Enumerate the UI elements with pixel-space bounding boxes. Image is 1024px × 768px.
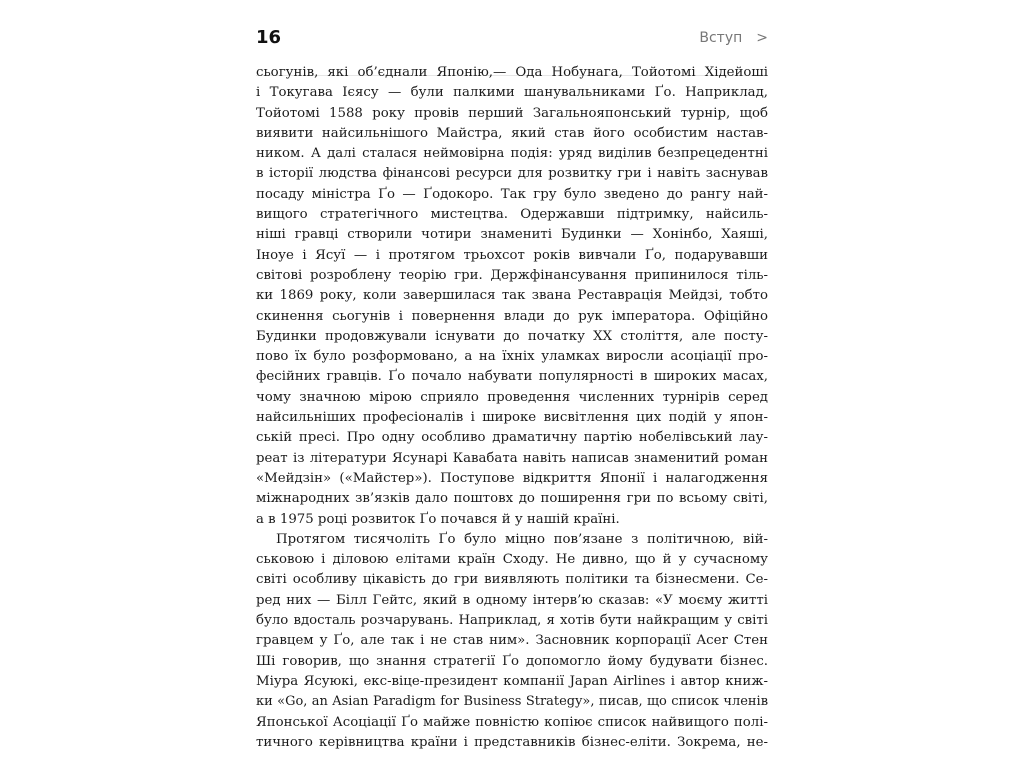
text-line: посаду міністра Ґо — Ґодокоро. Так гру було зведено до рангу най- xyxy=(256,186,768,202)
text-line: пово їх було розформовано, а на їхніх уламках виросли асоціації про- xyxy=(256,349,768,365)
text-line: найсильніших професіоналів і широке висвітлення цих подій у япон- xyxy=(256,410,768,426)
chapter-nav-link[interactable] xyxy=(699,28,768,48)
text-line: світі особливу цікавість до гри виявляють політики та бізнесмени. Се- xyxy=(256,572,768,588)
text-line: чому значною мірою сприяло проведення численних турнірів серед xyxy=(256,389,768,405)
text-line: «Мейдзін» («Майстер»). Поступове відкриття Японії і налагодження xyxy=(256,470,768,486)
text-line: Міура Ясуюкі, екс-віце-президент компанії Japan Airlines і автор книж- xyxy=(256,673,768,689)
page-number: 16 xyxy=(256,27,282,48)
text-line: ред них — Білл Гейтс, який в одному інтерв’ю сказав: «У моєму житті xyxy=(256,592,768,608)
text-line: Іноуе і Ясуї — і протягом трьохсот років вивчали Ґо, подарувавши xyxy=(256,247,768,263)
text-line: ськовою і діловою елітами країн Сходу. Не дивно, що й у сучасному xyxy=(256,552,768,568)
text-line: скинення сьогунів і повернення влади до рук імператора. Офіційно xyxy=(256,308,768,324)
paragraph xyxy=(256,530,768,753)
text-line: Японської Асоціації Ґо майже повністю копіює список найвищого полі- xyxy=(256,714,768,730)
chevron-right-icon: > xyxy=(756,30,768,46)
text-line: ки «Go, an Asian Paradigm for Business Strategy», писав, що список членів xyxy=(256,694,768,710)
page-body xyxy=(256,63,768,753)
text-line: гравцем у Ґо, але так і не став ним». Засновник корпорації Acer Стен xyxy=(256,633,768,649)
text-line: ником. А далі сталася неймовірна подія: уряд виділив безпрецедентні xyxy=(256,146,768,162)
text-line: міжнародних зв’язків дало поштовх до поширення гри по всьому світі, xyxy=(256,491,768,507)
text-line: виявити найсильнішого Майстра, який став його особистим настав- xyxy=(256,125,768,141)
text-line: Ші говорив, що знання стратегії Ґо допомогло йому будувати бізнес. xyxy=(256,653,768,669)
text-line: в історії людства фінансові ресурси для розвитку гри і навіть заснував xyxy=(256,166,768,182)
text-line: тичного керівництва країни і представників бізнес-еліти. Зокрема, не- xyxy=(256,734,768,750)
text-line: реат із літератури Ясунарі Кавабата навіть написав знаменитий роман xyxy=(256,450,768,466)
text-line: Тойотомі 1588 року провів перший Загальнояпонський турнір, щоб xyxy=(256,105,768,121)
text-line: ки 1869 року, коли завершилася так звана Реставрація Мейдзі, тобто xyxy=(256,288,768,304)
text-line: і Токугава Ієясу — були палкими шанувальниками Ґо. Наприклад, xyxy=(256,85,768,101)
page-header xyxy=(256,26,768,52)
text-line: ніші гравці створили чотири знамениті Будинки — Хонінбо, Хаяші, xyxy=(256,227,768,243)
text-line: Будинки продовжували існувати до початку XX століття, але посту- xyxy=(256,328,768,344)
chapter-title: Вступ xyxy=(699,30,743,46)
text-line: вищого стратегічного мистецтва. Одержавши підтримку, найсиль- xyxy=(256,207,768,223)
text-line: світові розроблену теорію гри. Держфінансування припинилося тіль- xyxy=(256,267,768,283)
text-line: було вдосталь розчарувань. Наприклад, я хотів бути найкращим у світі xyxy=(256,613,768,629)
text-line: Протягом тисячоліть Ґо було міцно пов’язане з політичною, вій- xyxy=(276,531,768,547)
text-line: сьогунів, які об’єднали Японію,— Ода Нобунага, Тойотомі Хідейоші xyxy=(256,65,768,80)
text-line: а в 1975 році розвиток Ґо почався й у нашій країні. xyxy=(256,511,620,527)
paragraph xyxy=(256,63,768,530)
text-line: фесійних гравців. Ґо почало набувати популярності в широких масах, xyxy=(256,369,768,385)
text-line: ській пресі. Про одну особливо драматичну партію нобелівський лау- xyxy=(256,430,768,446)
